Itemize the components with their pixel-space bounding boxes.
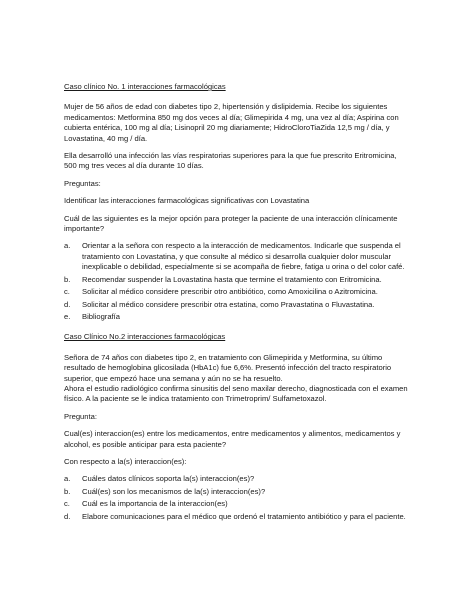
list-marker: c. xyxy=(64,499,70,509)
list-item xyxy=(64,311,410,322)
case2-section xyxy=(64,332,410,522)
list-item-text: Orientar a la señora con respecto a la interacción de medicamentos. Indicarle que suspenda el tratamiento con Lovastatina, y que consulte al médico si desarrolla cualquier dolor muscular inexplicable o debilidad, especialmente si se acompaña de fiebre, fatiga u orina o del color café. xyxy=(82,241,405,272)
case1-preguntas-label: Preguntas: xyxy=(64,178,101,188)
list-marker: d. xyxy=(64,511,71,521)
list-marker: d. xyxy=(64,299,71,309)
case1-options-list xyxy=(64,241,410,322)
case1-paragraph-2: Ella desarrolló una infección las vías respiratorias superiores para la que fue prescrito Eritromicina, 500 mg tres veces al día durante 10 días. xyxy=(64,151,397,171)
list-item xyxy=(64,511,410,522)
list-item-text: Recomendar suspender la Lovastatina hasta que termine el tratamiento con Eritromicina. xyxy=(82,274,382,284)
case1-heading: Caso clínico No. 1 interacciones farmacológicas xyxy=(64,82,226,91)
list-marker: c. xyxy=(64,287,70,297)
case2-paragraph-1: Señora de 74 años con diabetes tipo 2, en tratamiento con Glimepirida y Metformina, su último resultado de hemoglobina glicosilada (HbA1c) fue 6,6%. Presentó infección del tracto respiratorio superior, que empezó hace una semana y aún no se ha resuelto. xyxy=(64,352,392,383)
case1-question-1: Identificar las interacciones farmacológicas significativas con Lovastatina xyxy=(64,196,310,206)
case2-pregunta-label: Pregunta: xyxy=(64,411,97,421)
list-item xyxy=(64,499,410,509)
list-marker: b. xyxy=(64,274,71,284)
list-item xyxy=(64,474,410,484)
list-marker: e. xyxy=(64,311,71,321)
list-item xyxy=(64,274,410,285)
list-marker: a. xyxy=(64,241,71,251)
case1-paragraph-1: Mujer de 56 años de edad con diabetes tipo 2, hipertensión y dislipidemia. Recibe los siguientes medicamentos: Metformina 850 mg dos veces al día; Glimepirida 4 mg, una vez al día; Aspirina con cubierta entérica, 100 mg al día; Lisinopril 20 mg diariamente; HidroCloroTiaZida 12,5 mg / día, y Lovastatina, 40 mg / día. xyxy=(64,102,399,143)
list-item xyxy=(64,241,410,272)
list-item-text: Bibliografía xyxy=(82,311,120,321)
case2-options-list xyxy=(64,474,410,522)
case2-question-1: Cual(es) interaccion(es) entre los medicamentos, entre medicamentos y alimentos, medicamentos y alcohol, es posible anticipar para esta paciente? xyxy=(64,429,401,449)
list-item-text: Cuál es la importancia de la interaccion(es) xyxy=(82,499,228,509)
list-marker: a. xyxy=(64,474,71,484)
list-item xyxy=(64,287,410,297)
case1-question-2: Cuál de las siguientes es la mejor opción para proteger la paciente de una interacción clínicamente importante? xyxy=(64,213,398,234)
list-item xyxy=(64,486,410,497)
document-body xyxy=(64,82,410,529)
list-item-text: Elabore comunicaciones para el médico que ordenó el tratamiento antibiótico y para el paciente. xyxy=(82,511,406,521)
list-item xyxy=(64,299,410,310)
list-item-text: Solicitar al médico considere prescribir otra estatina, como Pravastatina o Fluvastatina. xyxy=(82,299,375,309)
list-marker: b. xyxy=(64,486,71,496)
case2-heading: Caso Clínico No.2 interacciones farmacológicas xyxy=(64,332,226,342)
list-item-text: Solicitar al médico considere prescribir otro antibiótico, como Amoxicilina o Azitromicina. xyxy=(82,287,378,297)
list-item-text: Cuál(es) son los mecanismos de la(s) interaccion(es)? xyxy=(82,486,266,496)
list-item-text: Cuáles datos clínicos soporta la(s) interaccion(es)? xyxy=(82,474,255,484)
case2-question-2: Con respecto a la(s) interaccion(es): xyxy=(64,456,187,466)
case2-paragraph-2: Ahora el estudio radiológico confirma sinusitis del seno maxilar derecho, diagnosticada con el examen físico. A la paciente se le indica tratamiento con Trimetroprim/ Sulfametoxazol. xyxy=(64,383,408,404)
